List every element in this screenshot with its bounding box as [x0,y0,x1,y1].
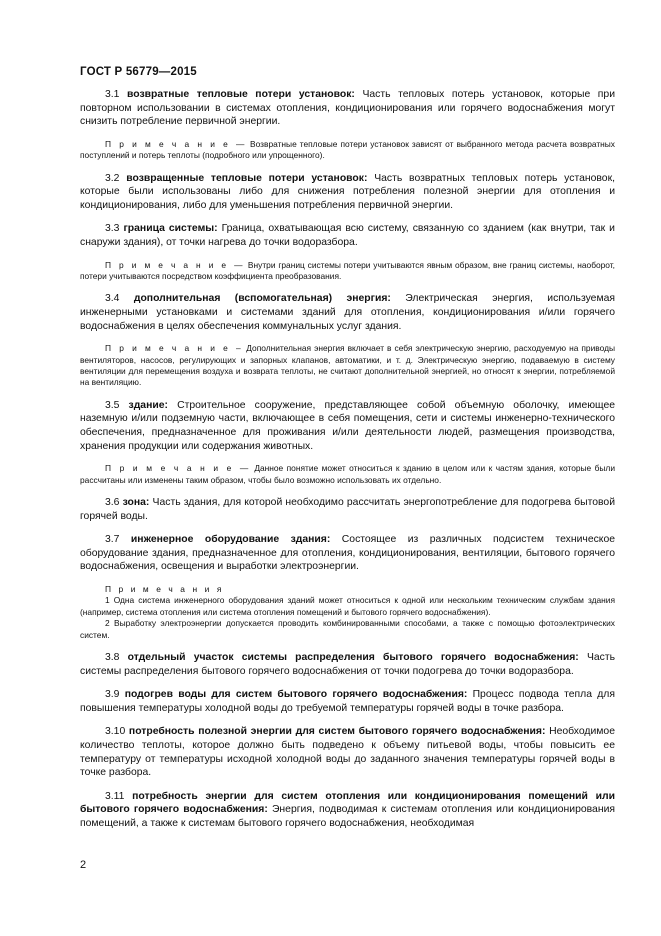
clause-number: 3.7 [105,534,120,546]
clause-number: 3.10 [105,726,126,738]
note-text: Внутри границ системы потери учитываются явным образом, вне границ системы, наоборот, потери учитываются посредством коэффициента преобразования. [80,259,616,281]
definition-3-8 [80,651,615,678]
term: отдельный участок системы распределения бытового горячего водоснабжения: [127,651,579,663]
clause-number: 3.4 [105,293,120,305]
term: зона: [122,496,150,508]
note-3-4 [80,343,615,389]
definition-3-2 [80,172,615,213]
definition-text: Энергия, подводимая к системам отопления или кондиционирования помещений, а также к системам бытового горячего водоснабжения, необходимая [80,804,615,829]
clause-number: 3.9 [105,689,120,701]
definition-text: Граница, охватывающая всю систему, связанную со зданием (как внутри, так и снаружи здания), от точки нагрева до точки водоразбора. [80,223,615,248]
definition-text: Часть здания, для которой необходимо рассчитать энергопотребление для подогрева бытовой горячей воды. [80,496,615,522]
definition-text: Строительное сооружение, представляющее собой объемную оболочку, имеющее наземную и/или подземную части, включающее в себя помещения, сети и системы инженерно-технического обеспечения, предназначенное для проживания и/или деятельности людей, размещения производства, хранения продукции или содержания животных. [80,399,616,452]
definition-3-10 [80,725,615,779]
clause-number: 3.11 [105,790,125,802]
clause-number: 3.1 [105,89,120,100]
page-number: 2 [80,859,87,871]
note-label: П р и м е ч а н и е — [105,259,246,270]
definition-3-7 [80,533,615,574]
definition-3-1 [80,88,615,129]
definition-text: Часть системы распределения бытового горячего водоснабжения от точки подогрева до точки водоразбора. [80,651,616,677]
document-header: ГОСТ Р 56779—2015 [80,66,197,78]
term: подогрев воды для систем бытового горячего водоснабжения: [124,689,468,701]
definition-3-3 [80,222,615,249]
notes-label: П р и м е ч а н и я [105,583,224,594]
term: потребность полезной энергии для систем бытового горячего водоснабжения: [128,726,546,738]
definition-3-6 [80,496,615,523]
term: возвращенные тепловые потери установок: [126,172,368,184]
clause-number: 3.5 [105,399,120,411]
document-body [80,88,615,831]
definition-3-11 [80,790,615,831]
definition-text: Часть тепловых потерь установок, которые при повторном использовании в системах отопления, кондиционирования или горячего водоснабжения могут снизить потребление первичной энергии. [80,89,615,128]
clause-number: 3.3 [105,223,120,235]
term: инженерное оборудование здания: [130,534,331,546]
term: дополнительная (вспомогательная) энергия: [133,293,391,305]
note-label: П р и м е ч а н и е – [105,343,244,354]
note-3-1 [80,139,615,162]
note-3-3 [80,260,615,283]
clause-number: 3.2 [105,172,120,184]
term: возвратные тепловые потери установок: [127,89,355,100]
definition-3-5 [80,399,615,453]
note-text: Данное понятие может относиться к зданию в целом или к частям здания, которые были рассчитаны или изменены таким образом, чтобы было возможно использовать их отдельно. [80,463,615,485]
note-label: П р и м е ч а н и е — [105,463,251,474]
note-text: Дополнительная энергия включает в себя электрическую энергию, расходуемую на приводы вентиляторов, насосов, регулирующих и запорных клапанов, автоматики, и т. д. Электрическую энергию, подаваемую в систему вентиляции для перемещения воздуха и возврата теплоты, не считают дополнительной энергией, но относят к энергии, потребляемой на вентиляцию. [80,343,616,388]
note-item: 2 Выработку электроэнергии допускается проводить комбинированными способами, а также с помощью фотоэлектрических систем. [80,618,615,640]
definition-text: Часть возвратных тепловых потерь установок, которые были использованы либо для снижения потребления полезной энергии для отопления и кондиционирования, либо для уменьшения потребления первичной энергии. [80,172,616,211]
note-text: Возвратные тепловые потери установок зависят от выбранного метода расчета возвратных поступлений и потерь теплоты (подробного или упрощенного). [80,138,615,161]
term: здание: [128,399,168,411]
note-item: 1 Одна система инженерного оборудования зданий может относиться к одной или нескольким техническим службам здания (например, система отопления или система отопления помещений и бытового горячего водоснабжения). [80,595,615,617]
definition-text: Состоящее из различных подсистем техническое оборудование здания, предназначенное для отопления, кондиционирования, вентиляции, бытового горячего водоснабжения, освещения и выработки электроэнергии. [80,534,616,573]
clause-number: 3.8 [105,651,120,663]
definition-text: Электрическая энергия, используемая инженерными установками и системами зданий для отопления, кондиционирования и/или горячего водоснабжения в целях обеспечения коммунальных услуг здания. [80,293,615,332]
term: граница системы: [123,223,218,235]
note-label: П р и м е ч а н и е — [105,138,247,149]
note-3-5 [80,463,615,486]
definition-3-9 [80,688,615,715]
term: потребность энергии для систем отопления или кондиционирования помещений или бытового горячего водоснабжения: [80,790,615,816]
definition-3-4 [80,292,615,333]
definition-text: Процесс подвода тепла для повышения температуры холодной воды до требуемой температуры горячей воды в точке разбора. [80,689,615,714]
definition-text: Необходимое количество теплоты, которое должно быть подведено к объему питьевой воды, чтобы повысить ее температуру от температуры исходной холодной воды до заданного значения температуры горячей воды в точке разбора. [80,726,615,779]
clause-number: 3.6 [105,496,120,508]
